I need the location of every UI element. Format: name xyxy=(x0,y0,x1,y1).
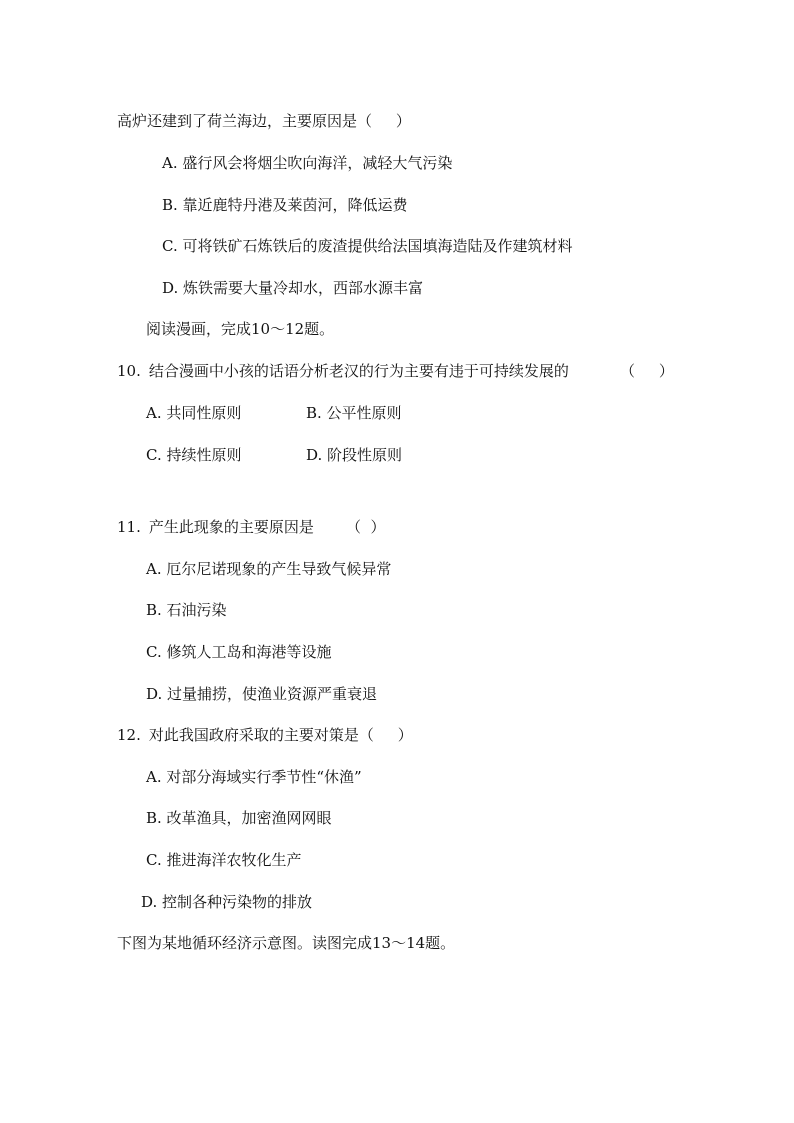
q11-option-a: A. 厄尔尼诺现象的产生导致气候异常 xyxy=(146,560,392,578)
q9-option-a: A. 盛行风会将烟尘吹向海洋，减轻大气污染 xyxy=(162,154,453,172)
q11-number: 11. xyxy=(117,518,141,536)
q10-option-a: A. 共同性原则 xyxy=(146,404,242,422)
q12-stem: 对此我国政府采取的主要对策是（ ） xyxy=(148,726,413,744)
q12-stem-line xyxy=(117,725,413,745)
q10-number: 10. xyxy=(117,362,141,380)
q11-option-b: B. 石油污染 xyxy=(146,601,227,619)
q11-option-d: D. 过量捕捞，使渔业资源严重衰退 xyxy=(146,685,378,703)
q10-option-d: D. 阶段性原则 xyxy=(306,446,403,464)
q9-option-b: B. 靠近鹿特丹港及莱茵河，降低运费 xyxy=(162,196,408,214)
q10-option-b: B. 公平性原则 xyxy=(306,404,402,422)
intro-10-12: 阅读漫画，完成10～12题。 xyxy=(146,320,335,338)
q9-option-d: D. 炼铁需要大量冷却水，西部水源丰富 xyxy=(162,279,424,297)
q10-option-c: C. 持续性原则 xyxy=(146,446,242,464)
q11-stem: 产生此现象的主要原因是 xyxy=(148,518,314,536)
q12-option-a: A. 对部分海域实行季节性“休渔” xyxy=(146,768,362,786)
intro-13-14: 下图为某地循环经济示意图。读图完成13～14题。 xyxy=(117,934,456,952)
q10-stem-line xyxy=(117,361,569,381)
q11-paren: （ ） xyxy=(346,518,386,536)
q12-option-d: D. 控制各种污染物的排放 xyxy=(141,893,313,911)
q9-stem: 高炉还建到了荷兰海边，主要原因是（ ） xyxy=(117,112,411,130)
q12-number: 12. xyxy=(117,726,141,744)
q10-stem: 结合漫画中小孩的话语分析老汉的行为主要有违于可持续发展的 xyxy=(148,362,569,380)
q11-stem-line xyxy=(117,517,314,537)
q12-option-c: C. 推进海洋农牧化生产 xyxy=(146,851,302,869)
q10-paren: （ ） xyxy=(620,362,674,380)
q11-option-c: C. 修筑人工岛和海港等设施 xyxy=(146,643,332,661)
q9-option-c: C. 可将铁矿石炼铁后的废渣提供给法国填海造陆及作建筑材料 xyxy=(162,237,573,255)
q12-option-b: B. 改革渔具，加密渔网网眼 xyxy=(146,809,332,827)
